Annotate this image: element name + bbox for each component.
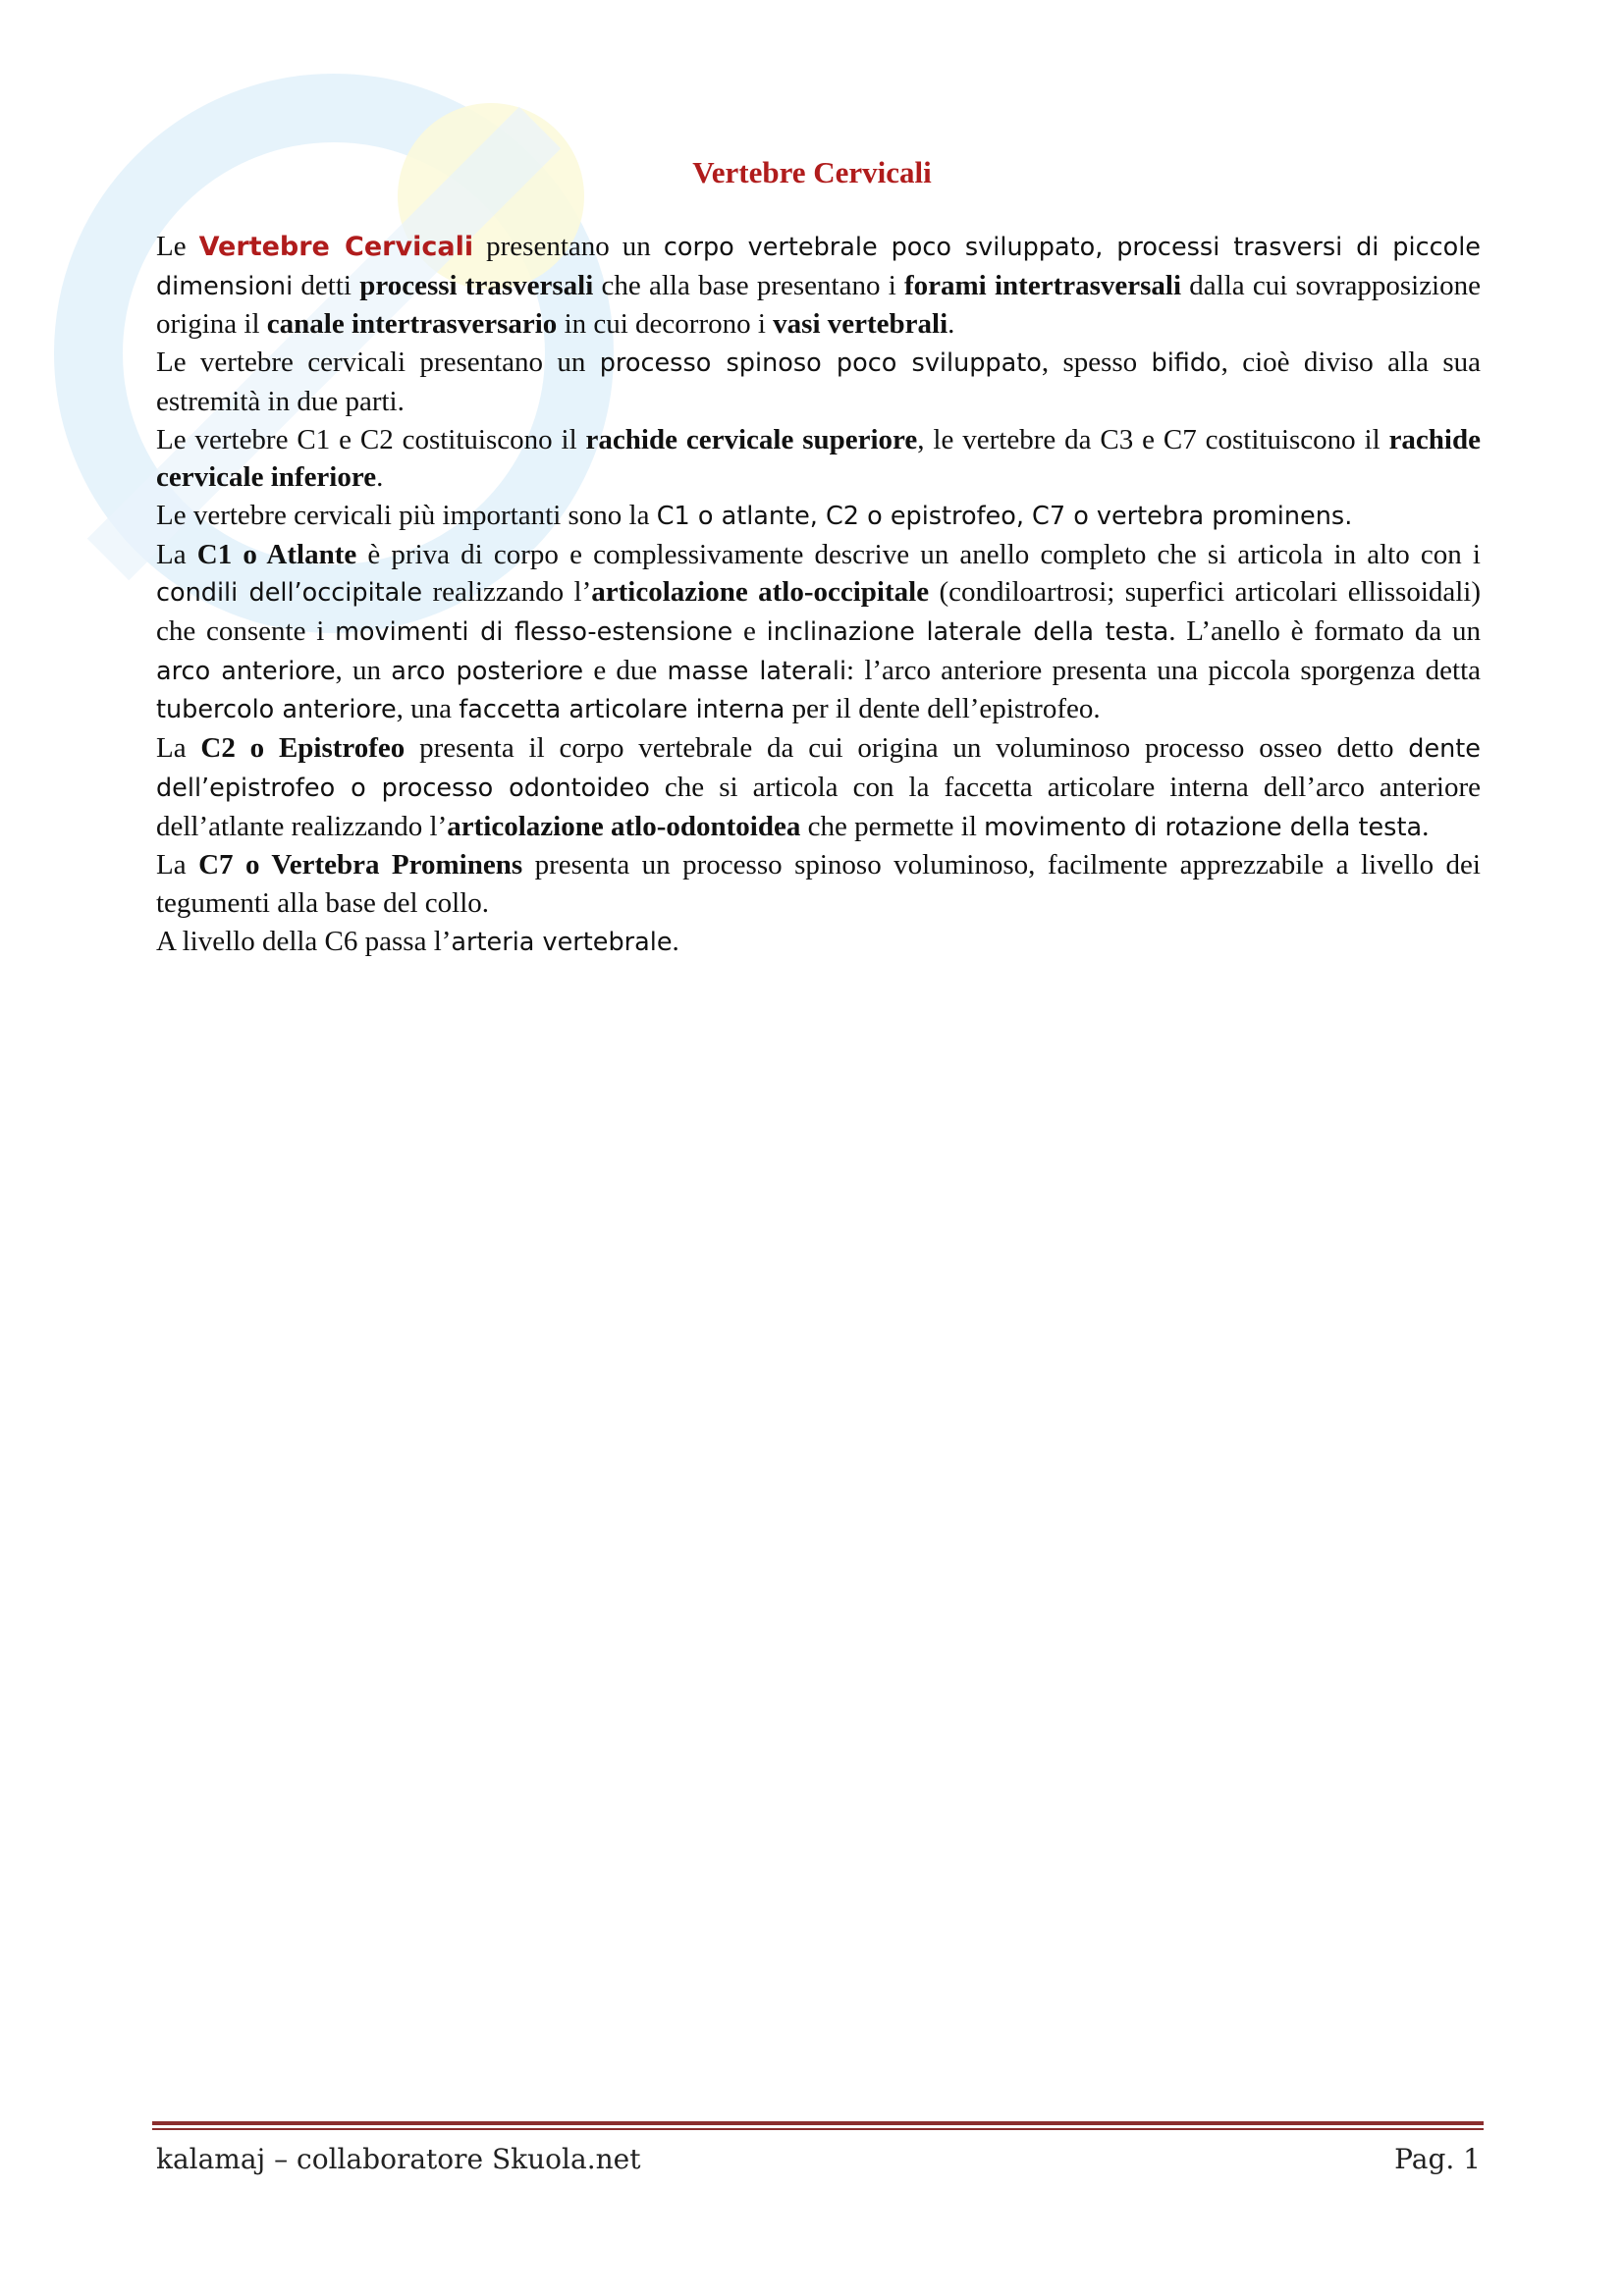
key-term: dente dell’epistrofeo o processo odontoideo	[156, 734, 1481, 803]
text-run: Le	[156, 231, 199, 262]
text-run: , cioè diviso alla sua estremità in due parti.	[156, 347, 1481, 417]
key-term: movimenti di flesso-estensione	[335, 617, 733, 648]
key-term: bifido	[1151, 348, 1221, 379]
text-run: La	[156, 732, 201, 765]
key-term: arco posteriore	[391, 656, 584, 686]
key-term: arteria vertebrale	[451, 927, 673, 957]
key-term: corpo vertebrale poco sviluppato, processi trasversi di piccole dimensioni	[156, 233, 1481, 301]
text-run: in cui decorrono i	[557, 308, 774, 341]
bold-term: articolazione atlo-occipitale	[591, 576, 930, 609]
text-run: .	[1422, 810, 1430, 842]
text-run: realizzando l’	[422, 576, 592, 609]
text-run: .	[672, 925, 679, 957]
bold-term: C7 o Vertebra Prominens	[198, 849, 523, 881]
text-run: Le vertebre cervicali presentano un	[156, 347, 600, 379]
highlight-term: Vertebre Cervicali	[198, 232, 474, 262]
paragraph	[156, 846, 1481, 922]
text-run: Le vertebre cervicali più importanti sono la	[156, 499, 657, 531]
bold-term: C1 o Atlante	[196, 538, 357, 570]
key-term: faccetta articolare interna	[459, 695, 785, 725]
text-run: presentano un	[473, 231, 664, 262]
paragraph	[156, 729, 1481, 846]
text-run: detti	[293, 269, 360, 301]
text-run: che si articola con la faccetta articolare interna dell’arco anteriore dell’atlante realizzando l’	[156, 771, 1481, 842]
paragraph	[156, 344, 1481, 420]
text-run: presenta un processo spinoso voluminoso, facilmente apprezzabile a livello dei tegumenti alla base del collo.	[156, 849, 1481, 919]
text-run: , le vertebre da C3 e C7 costituiscono il	[917, 423, 1389, 455]
key-term: C1 o atlante, C2 o epistrofeo, C7 o vertebra prominens.	[656, 501, 1353, 531]
key-term: arco anteriore	[156, 656, 336, 686]
footer-author: kalamaj – collaboratore Skuola.net	[156, 2143, 641, 2175]
document-body	[156, 228, 1481, 961]
bold-term: forami intertrasversali	[904, 269, 1182, 301]
bold-term: rachide cervicale inferiore	[156, 423, 1481, 494]
paragraph	[156, 497, 1481, 536]
text-run: dalla cui sovrapposizione origina il	[156, 269, 1481, 341]
key-term: masse laterali	[667, 656, 847, 686]
bold-term: articolazione atlo-odontoidea	[447, 810, 801, 842]
page-title: Vertebre Cervicali	[692, 155, 932, 189]
text-run: (condiloartrosi; superfici articolari ellissoidali) che consente i	[156, 576, 1482, 648]
text-run: .	[376, 461, 384, 494]
text-run: : l’arco anteriore presenta una piccola sporgenza detta	[846, 654, 1482, 686]
text-run: , spesso	[1041, 347, 1152, 379]
paragraph	[156, 228, 1481, 344]
text-run: . L’anello è formato da un	[1168, 615, 1481, 648]
bold-term: vasi vertebrali	[773, 308, 948, 341]
text-run: che permette il	[800, 810, 985, 842]
text-run: per il dente dell’epistrofeo.	[785, 693, 1101, 725]
paragraph	[156, 536, 1481, 730]
text-run: , un	[335, 654, 392, 686]
text-run: presenta il corpo vertebrale da cui origina un voluminoso processo osseo detto	[405, 732, 1409, 765]
text-run: La	[156, 849, 199, 881]
footer-rule-thin	[152, 2128, 1484, 2130]
bold-term: processi trasversali	[359, 269, 594, 301]
text-run: La	[156, 538, 197, 570]
text-run: A livello della C6 passa l’	[156, 925, 452, 957]
key-term: inclinazione laterale della testa	[766, 617, 1169, 648]
text-run: .	[947, 308, 955, 341]
page-number: Pag. 1	[1394, 2143, 1481, 2175]
bold-term: canale intertrasversario	[266, 308, 558, 341]
text-run: e	[732, 615, 767, 648]
key-term: tubercolo anteriore	[156, 695, 397, 725]
text-run: , una	[396, 693, 460, 725]
text-run: e due	[583, 654, 668, 686]
bold-term: rachide cervicale superiore	[585, 423, 918, 455]
key-term: condili dell’occipitale	[156, 578, 423, 609]
text-run: che alla base presentano i	[593, 269, 904, 301]
bold-term: C2 o Epistrofeo	[200, 732, 406, 765]
text-run: è priva di corpo e complessivamente descrive un anello completo che si articola in alto con i	[356, 538, 1481, 570]
footer-rule	[152, 2121, 1484, 2125]
text-run: Le vertebre C1 e C2 costituiscono il	[156, 423, 586, 455]
paragraph	[156, 421, 1481, 497]
key-term: processo spinoso poco sviluppato	[599, 348, 1042, 379]
key-term: movimento di rotazione della testa	[984, 812, 1423, 842]
paragraph	[156, 923, 1481, 962]
